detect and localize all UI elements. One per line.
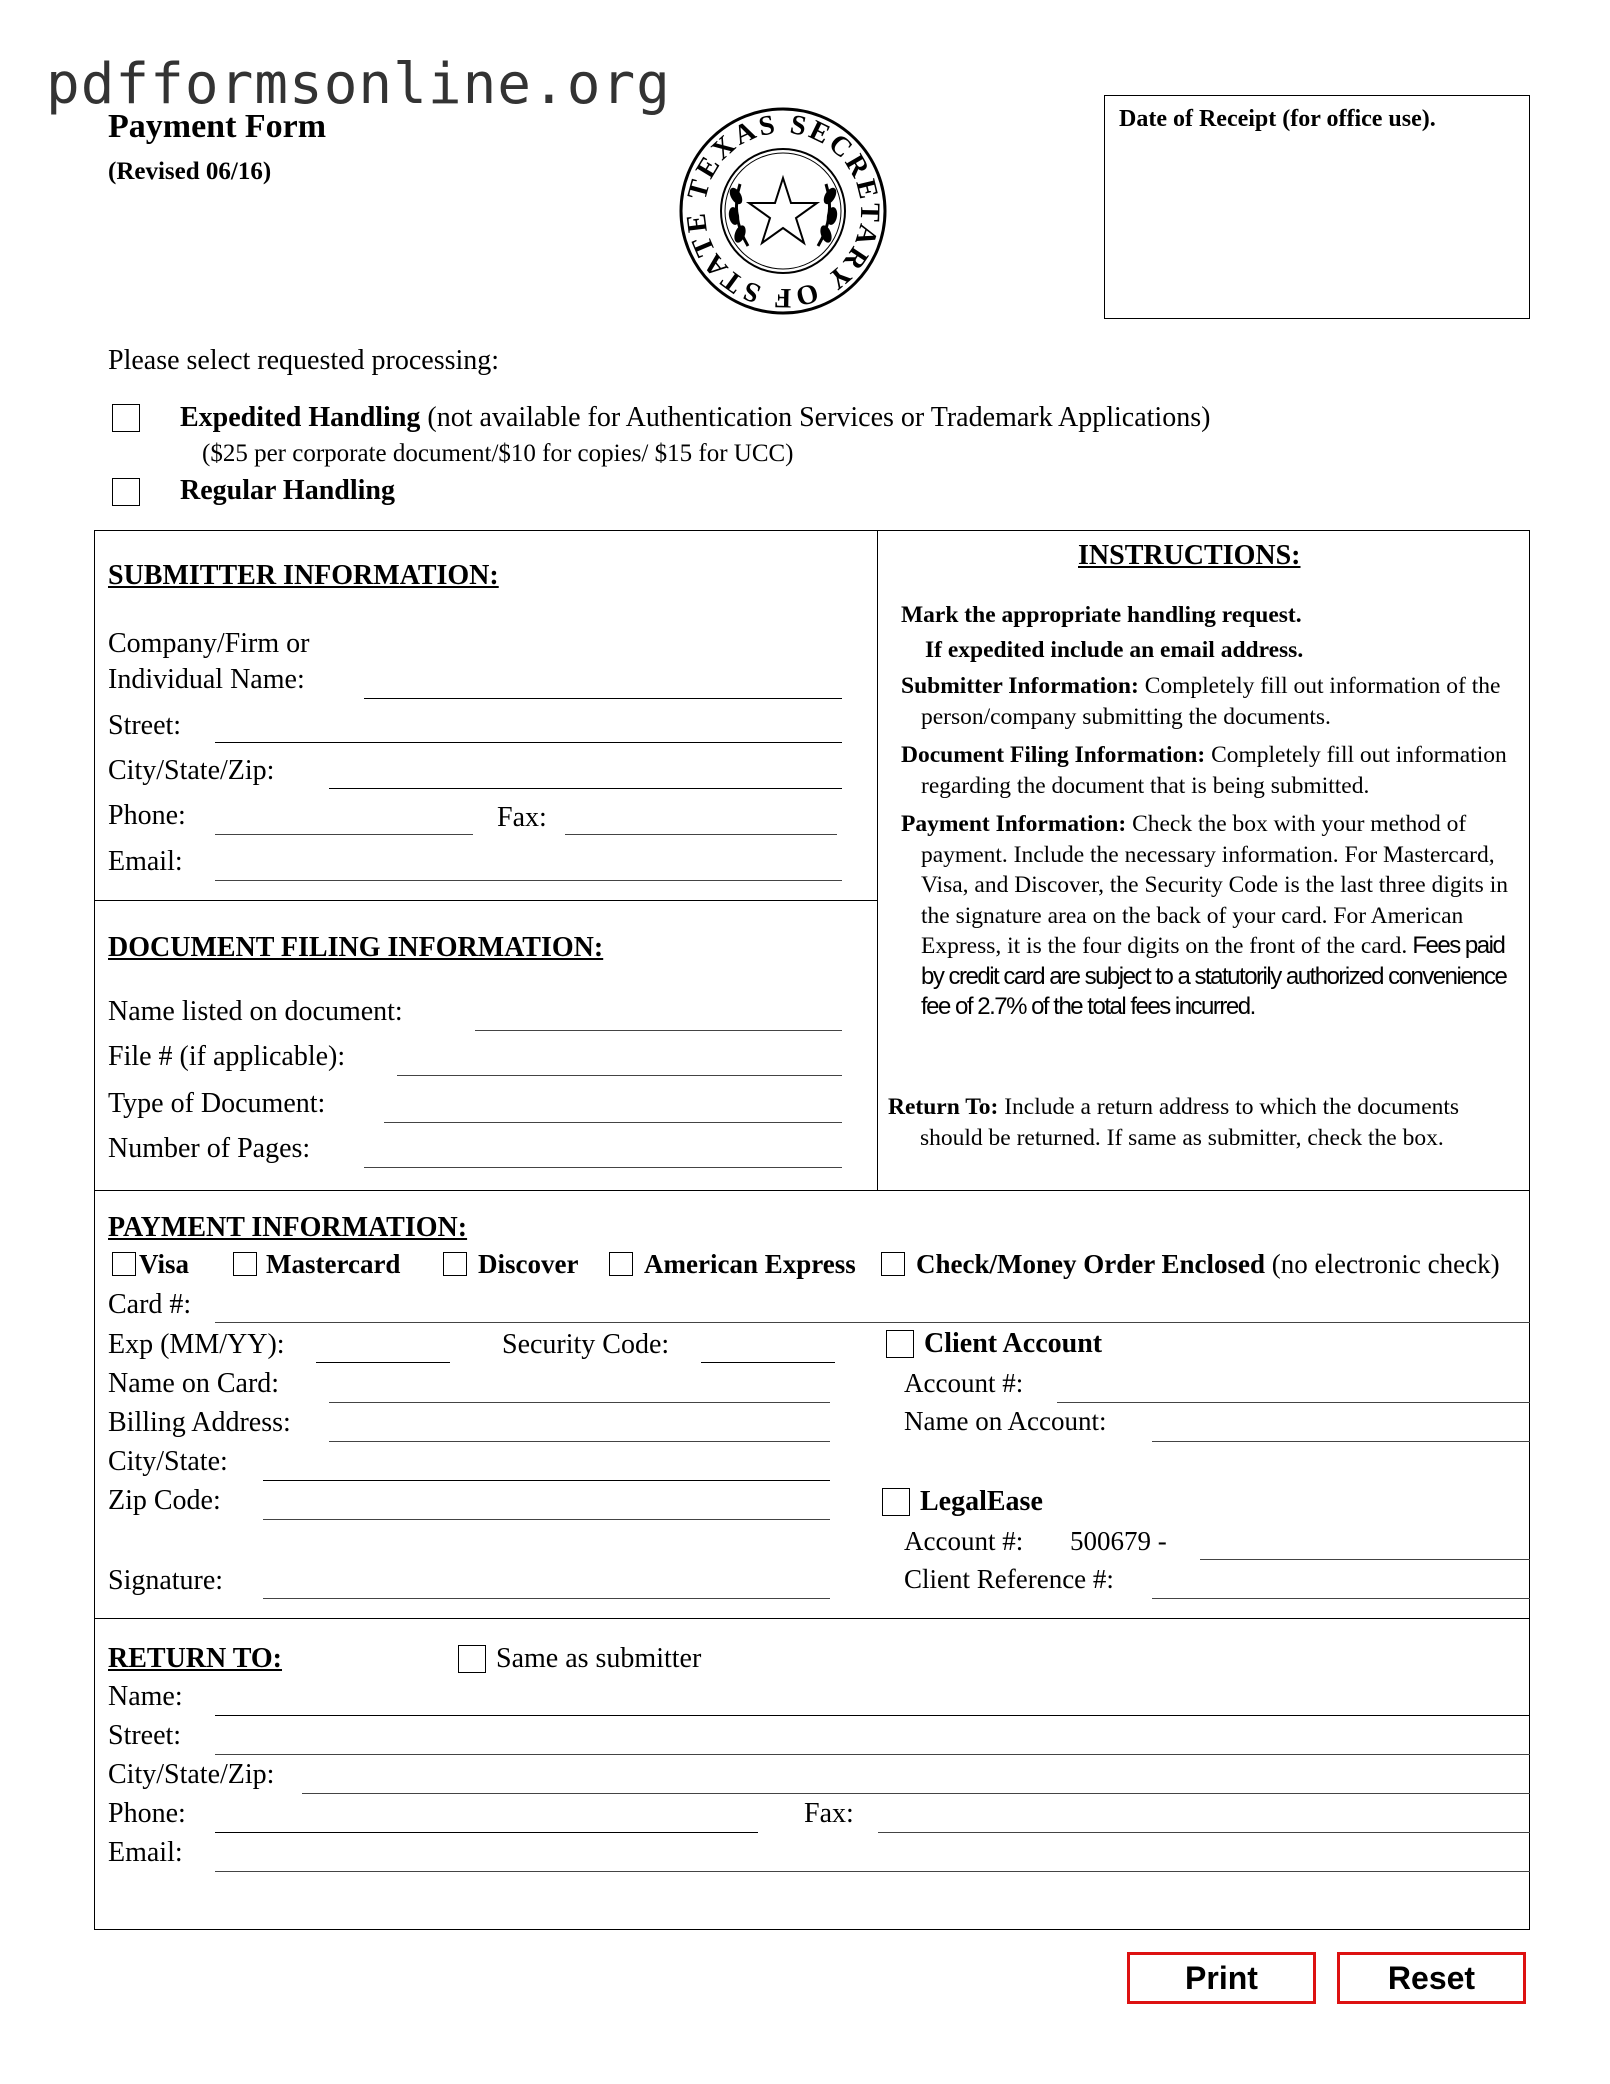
instr-return-bold: Return To:: [888, 1094, 999, 1120]
instr-submitter: [901, 671, 1511, 732]
payment-heading: PAYMENT INFORMATION:: [108, 1212, 468, 1243]
check-money-order-checkbox[interactable]: [881, 1252, 905, 1276]
amex-checkbox[interactable]: [609, 1252, 633, 1276]
check-money-order-label: Check/Money Order Enclosed: [916, 1249, 1265, 1279]
doc-type-field[interactable]: [384, 1122, 842, 1123]
street-label: Street:: [108, 710, 182, 741]
return-name-label: Name:: [108, 1681, 183, 1712]
regular-checkbox[interactable]: [112, 478, 140, 506]
company-label-2: Individual Name:: [108, 664, 305, 695]
exp-field[interactable]: [316, 1362, 450, 1363]
client-account-checkbox[interactable]: [886, 1330, 914, 1358]
instr-document: [901, 740, 1511, 801]
expedited-row: [180, 402, 1210, 434]
company-name-field[interactable]: [364, 698, 842, 699]
return-street-field[interactable]: [215, 1754, 1530, 1755]
name-on-card-field[interactable]: [329, 1402, 830, 1403]
mastercard-checkbox[interactable]: [233, 1252, 257, 1276]
date-of-receipt-box: [1104, 95, 1530, 319]
file-number-label: File # (if applicable):: [108, 1041, 346, 1072]
legalease-account-prefix: 500679 -: [1070, 1526, 1167, 1556]
instr-document-text: Completely fill out information regarding the document that is being submitted.: [921, 742, 1507, 799]
return-phone-field[interactable]: [215, 1832, 758, 1833]
expedited-fees: ($25 per corporate document/$10 for copies/ $15 for UCC): [202, 440, 794, 467]
discover-label: Discover: [478, 1249, 579, 1279]
billing-address-label: Billing Address:: [108, 1407, 291, 1438]
legalease-account-field[interactable]: [1200, 1559, 1530, 1560]
signature-label: Signature:: [108, 1565, 224, 1596]
email-field[interactable]: [215, 880, 842, 881]
divider: [94, 900, 877, 901]
print-button[interactable]: Print: [1127, 1952, 1316, 2004]
check-money-order-row: [916, 1249, 1500, 1280]
email-label: Email:: [108, 846, 183, 877]
phone-label: Phone:: [108, 800, 186, 831]
visa-checkbox[interactable]: [112, 1252, 136, 1276]
return-city-label: City/State/Zip:: [108, 1759, 275, 1790]
fax-field[interactable]: [565, 834, 837, 835]
instr-payment-text: Check the box with your method of payment. Include the necessary information. For Mastercard, Visa, and Discover, the Security Code is the last three digits in the signature area on the back of your card. For American Express, it is the four digits on the front of the card.: [921, 811, 1508, 959]
instr-document-bold: Document Filing Information:: [901, 742, 1206, 768]
return-city-field[interactable]: [302, 1793, 1530, 1794]
client-reference-label: Client Reference #:: [904, 1564, 1114, 1594]
instr-submitter-text: Completely fill out information of the person/company submitting the documents.: [921, 673, 1501, 730]
svg-text:TEXAS SECRETARY OF STATE: TEXAS SECRETARY OF STATE: [680, 108, 886, 314]
fax-label: Fax:: [497, 802, 547, 833]
card-number-label: Card #:: [108, 1289, 192, 1320]
instr-return-text: Include a return address to which the documents should be returned. If same as submitter, check the box.: [920, 1094, 1460, 1151]
expedited-label: Expedited Handling: [180, 402, 421, 433]
instr-fee-text: Fees paid by credit card are subject to a statutorily authorized convenience fee of 2.7% of the total fees incurred.: [921, 932, 1507, 1020]
divider: [94, 1618, 1530, 1619]
doc-type-label: Type of Document:: [108, 1088, 326, 1119]
exp-label: Exp (MM/YY):: [108, 1329, 285, 1360]
return-email-field[interactable]: [215, 1871, 1530, 1872]
signature-field[interactable]: [263, 1598, 830, 1599]
divider: [877, 530, 878, 1190]
instr-return: [888, 1092, 1508, 1153]
file-number-field[interactable]: [397, 1075, 842, 1076]
mastercard-label: Mastercard: [266, 1249, 401, 1279]
instructions-heading: INSTRUCTIONS:: [1078, 540, 1301, 571]
city-state-zip-label: City/State/Zip:: [108, 755, 275, 786]
form-title: Payment Form: [108, 108, 327, 145]
client-reference-field[interactable]: [1152, 1598, 1530, 1599]
city-state-zip-field[interactable]: [329, 788, 842, 789]
instr-submitter-bold: Submitter Information:: [901, 673, 1139, 699]
processing-prompt: Please select requested processing:: [108, 345, 500, 376]
return-email-label: Email:: [108, 1837, 183, 1868]
zip-code-label: Zip Code:: [108, 1485, 221, 1516]
phone-field[interactable]: [215, 834, 473, 835]
return-fax-field[interactable]: [878, 1832, 1530, 1833]
name-on-card-label: Name on Card:: [108, 1368, 280, 1399]
card-number-field[interactable]: [215, 1322, 1530, 1323]
legalease-label: LegalEase: [920, 1486, 1043, 1517]
amex-label: American Express: [644, 1249, 856, 1279]
reset-button[interactable]: Reset: [1337, 1952, 1526, 2004]
client-account-label: Client Account: [924, 1328, 1103, 1359]
legalease-account-label: Account #:: [904, 1526, 1024, 1556]
watermark: pdfformsonline.org: [46, 52, 671, 117]
submitter-heading: SUBMITTER INFORMATION:: [108, 560, 499, 591]
return-street-label: Street:: [108, 1720, 182, 1751]
instr-payment: [901, 809, 1511, 1023]
return-name-field[interactable]: [215, 1715, 1530, 1716]
instr-line-1: Mark the appropriate handling request.: [901, 602, 1302, 628]
security-code-label: Security Code:: [502, 1329, 670, 1360]
doc-name-label: Name listed on document:: [108, 996, 403, 1027]
texas-seal-icon: [678, 106, 888, 316]
city-state-field[interactable]: [263, 1480, 830, 1481]
regular-label: Regular Handling: [180, 475, 395, 506]
instr-payment-bold: Payment Information:: [901, 811, 1127, 837]
document-heading: DOCUMENT FILING INFORMATION:: [108, 932, 604, 963]
pages-label: Number of Pages:: [108, 1133, 311, 1164]
name-on-account-label: Name on Account:: [904, 1406, 1107, 1436]
expedited-note: (not available for Authentication Services or Trademark Applications): [427, 402, 1211, 433]
discover-checkbox[interactable]: [443, 1252, 467, 1276]
instr-line-2: If expedited include an email address.: [925, 636, 1304, 663]
return-fax-label: Fax:: [804, 1798, 854, 1829]
account-number-label: Account #:: [904, 1368, 1024, 1398]
name-on-account-field[interactable]: [1152, 1441, 1530, 1442]
instructions-body: [901, 600, 1511, 1023]
divider: [94, 1190, 1530, 1191]
same-as-submitter-checkbox[interactable]: [458, 1645, 486, 1673]
city-state-label: City/State:: [108, 1446, 228, 1477]
pages-field[interactable]: [364, 1167, 842, 1168]
check-money-order-note: (no electronic check): [1264, 1249, 1500, 1279]
same-as-submitter-label: Same as submitter: [496, 1643, 702, 1674]
doc-name-field[interactable]: [475, 1030, 842, 1031]
receipt-label: Date of Receipt (for office use).: [1119, 106, 1436, 132]
billing-address-field[interactable]: [329, 1441, 830, 1442]
revision-date: (Revised 06/16): [108, 158, 272, 185]
street-field[interactable]: [215, 742, 842, 743]
legalease-checkbox[interactable]: [882, 1488, 910, 1516]
visa-label: Visa: [139, 1249, 190, 1279]
return-to-heading: RETURN TO:: [108, 1643, 283, 1674]
security-code-field[interactable]: [701, 1362, 835, 1363]
return-phone-label: Phone:: [108, 1798, 186, 1829]
zip-code-field[interactable]: [263, 1519, 830, 1520]
expedited-checkbox[interactable]: [112, 404, 140, 432]
account-number-field[interactable]: [1057, 1402, 1530, 1403]
company-label-1: Company/Firm or: [108, 628, 310, 659]
